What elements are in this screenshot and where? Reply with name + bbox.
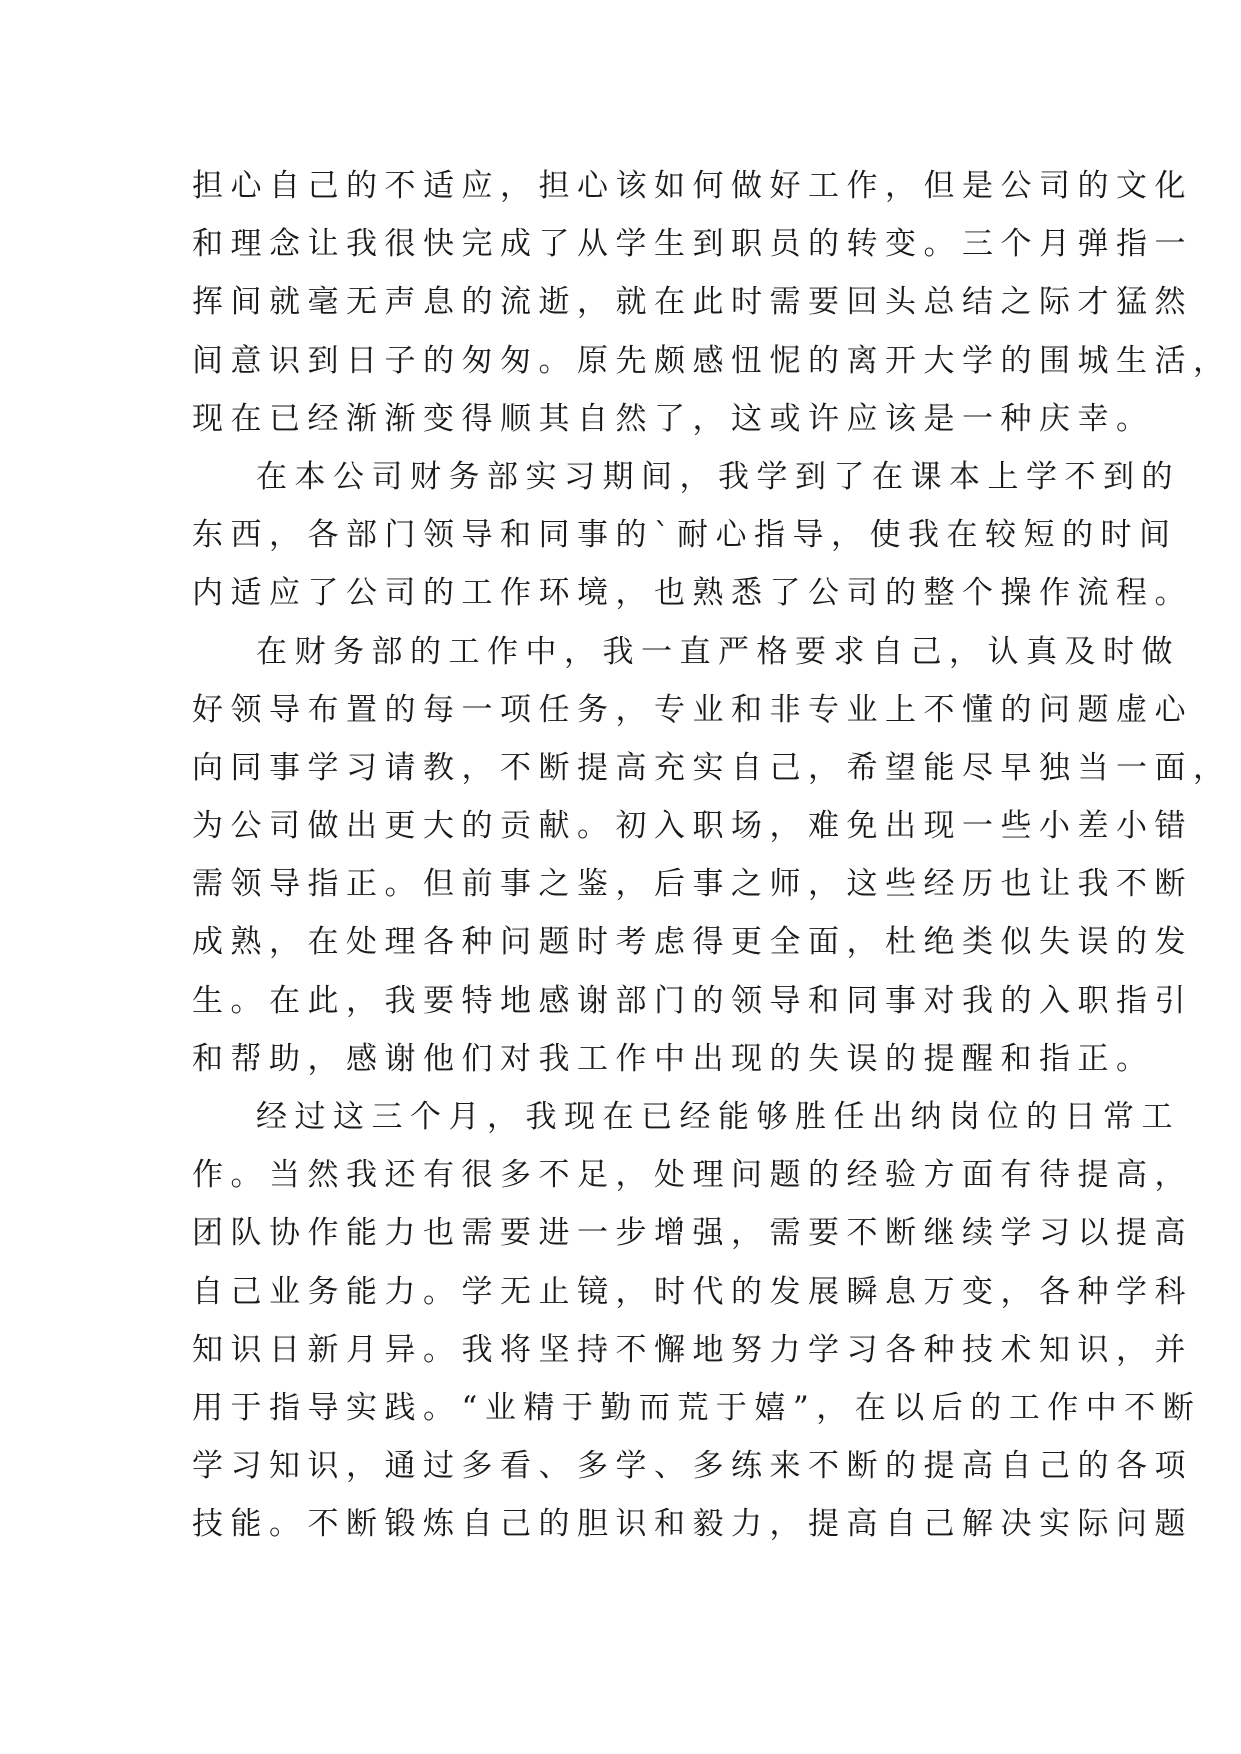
body-text <box>192 157 1232 1554</box>
paragraph-first-line: 经过这三个月，我现在已经能够胜任出纳岗位的日常工 <box>256 1099 1180 1135</box>
text-line: 技能。不断锻炼自己的胆识和毅力，提高自己解决实际问题 <box>192 1506 1193 1543</box>
text-line: 间意识到日子的匆匆。原先颇感忸怩的离开大学的围城生活， <box>192 342 1232 379</box>
text-line: 挥间就毫无声息的流逝，就在此时需要回头总结之际才猛然 <box>192 284 1193 321</box>
text-line: 学习知识，通过多看、多学、多练来不断的提高自己的各项 <box>192 1448 1193 1485</box>
text-line: 作。当然我还有很多不足，处理问题的经验方面有待提高， <box>192 1157 1193 1194</box>
text-line: 成熟，在处理各种问题时考虑得更全面，杜绝类似失误的发 <box>192 924 1193 961</box>
text-line: 向同事学习请教，不断提高充实自己，希望能尽早独当一面， <box>192 749 1232 786</box>
text-line: 内适应了公司的工作环境，也熟悉了公司的整个操作流程。 <box>192 575 1193 612</box>
text-line: 用于指导实践。“业精于勤而荒于嬉”，在以后的工作中不断 <box>192 1389 1202 1426</box>
text-line: 现在已经渐渐变得顺其自然了，这或许应该是一种庆幸。 <box>192 400 1155 437</box>
paragraph-first-line: 在财务部的工作中，我一直严格要求自己，认真及时做 <box>256 633 1180 670</box>
text-line: 东西，各部门领导和同事的`耐心指导，使我在较短的时间 <box>192 517 1178 554</box>
text-line: 自己业务能力。学无止镜，时代的发展瞬息万变，各种学科 <box>192 1273 1193 1310</box>
text-line: 担心自己的不适应，担心该如何做好工作，但是公司的文化 <box>192 168 1193 204</box>
text-line: 团队协作能力也需要进一步增强，需要不断继续学习以提高 <box>192 1215 1193 1252</box>
text-line: 知识日新月异。我将坚持不懈地努力学习各种技术知识，并 <box>192 1331 1193 1368</box>
text-line: 需领导指正。但前事之鉴，后事之师，这些经历也让我不断 <box>192 866 1193 903</box>
paragraph-first-line: 在本公司财务部实习期间，我学到了在课本上学不到的 <box>256 458 1180 495</box>
text-line: 和理念让我很快完成了从学生到职员的转变。三个月弹指一 <box>192 226 1193 263</box>
text-line: 生。在此，我要特地感谢部门的领导和同事对我的入职指引 <box>192 982 1193 1019</box>
text-line: 为公司做出更大的贡献。初入职场，难免出现一些小差小错 <box>192 808 1193 845</box>
text-line: 和帮助，感谢他们对我工作中出现的失误的提醒和指正。 <box>192 1040 1155 1077</box>
text-line: 好领导布置的每一项任务，专业和非专业上不懂的问题虚心 <box>192 691 1193 728</box>
